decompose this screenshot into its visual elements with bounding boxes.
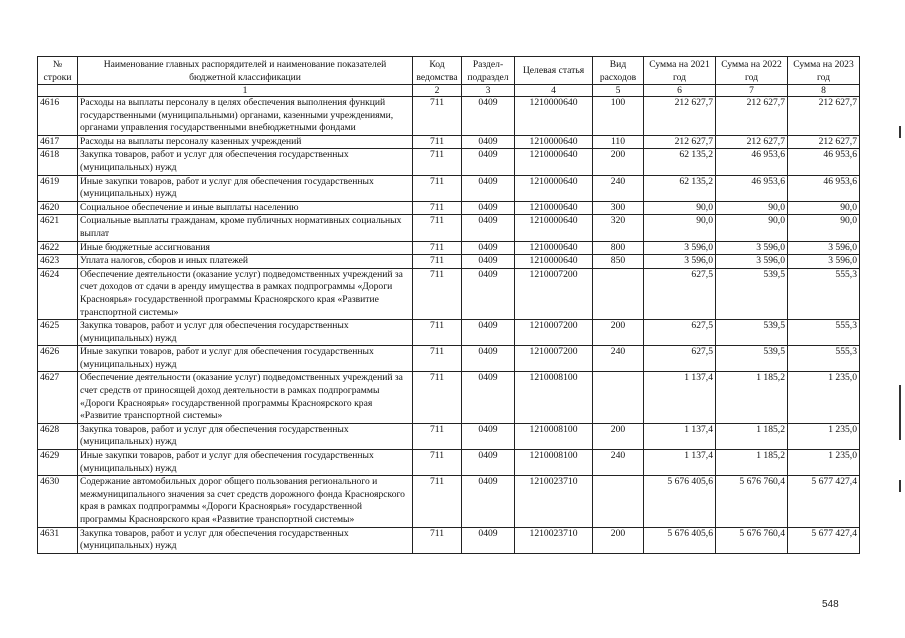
- sum-2023-cell: 5 677 427,4: [788, 476, 860, 527]
- header-section: Раздел-подраздел: [462, 57, 515, 85]
- budget-table: [37, 56, 860, 554]
- department-code-cell: 711: [413, 255, 462, 269]
- sum-2021-cell: 5 676 405,6: [644, 527, 716, 553]
- sum-2023-cell: 1 235,0: [788, 372, 860, 423]
- row-name-cell: Обеспечение деятельности (оказание услуг) подведомственных учреждений за счет средств от приносящей доход деятельности в рамках подпрограммы «Дороги Красноярья» государственной программы Красноярского края «Развитие транспортной системы»: [78, 372, 413, 423]
- sum-2023-cell: 3 596,0: [788, 241, 860, 255]
- header-sum-2023: Сумма на 2023 год: [788, 57, 860, 85]
- target-article-cell: 1210007200: [515, 346, 593, 372]
- section-code-cell: 0409: [462, 149, 515, 175]
- table-row: [38, 241, 860, 255]
- sum-2023-cell: 1 235,0: [788, 423, 860, 449]
- sum-2022-cell: 539,5: [716, 268, 788, 319]
- expense-type-cell: 240: [593, 175, 644, 201]
- sum-2022-cell: 539,5: [716, 346, 788, 372]
- table-row: [38, 346, 860, 372]
- target-article-cell: 1210000640: [515, 241, 593, 255]
- expense-type-cell: 200: [593, 149, 644, 175]
- target-article-cell: 1210007200: [515, 320, 593, 346]
- expense-type-cell: [593, 268, 644, 319]
- row-number-cell: 4631: [38, 527, 78, 553]
- column-number: 8: [788, 85, 860, 97]
- row-name-cell: Иные закупки товаров, работ и услуг для обеспечения государственных (муниципальных) нужд: [78, 175, 413, 201]
- expense-type-cell: 300: [593, 201, 644, 215]
- table-row: [38, 372, 860, 423]
- table-row: [38, 450, 860, 476]
- sum-2023-cell: 46 953,6: [788, 149, 860, 175]
- expense-type-cell: 100: [593, 97, 644, 136]
- header-target-article: Целевая статья: [515, 57, 593, 85]
- row-name-cell: Уплата налогов, сборов и иных платежей: [78, 255, 413, 269]
- row-number-cell: 4619: [38, 175, 78, 201]
- sum-2021-cell: 62 135,2: [644, 175, 716, 201]
- header-department-code: Код ведомства: [413, 57, 462, 85]
- sum-2021-cell: 1 137,4: [644, 450, 716, 476]
- sum-2023-cell: 1 235,0: [788, 450, 860, 476]
- table-row: [38, 149, 860, 175]
- header-sum-2021: Сумма на 2021 год: [644, 57, 716, 85]
- row-name-cell: Иные закупки товаров, работ и услуг для обеспечения государственных (муниципальных) нужд: [78, 346, 413, 372]
- sum-2022-cell: 46 953,6: [716, 175, 788, 201]
- column-number-row: [38, 85, 860, 97]
- sum-2022-cell: 3 596,0: [716, 241, 788, 255]
- table-row: [38, 527, 860, 553]
- section-code-cell: 0409: [462, 346, 515, 372]
- expense-type-cell: 200: [593, 320, 644, 346]
- row-name-cell: Расходы на выплаты персоналу казенных учреждений: [78, 135, 413, 149]
- sum-2022-cell: 3 596,0: [716, 255, 788, 269]
- row-number-cell: 4617: [38, 135, 78, 149]
- department-code-cell: 711: [413, 149, 462, 175]
- table-row: [38, 135, 860, 149]
- department-code-cell: 711: [413, 527, 462, 553]
- target-article-cell: 1210023710: [515, 476, 593, 527]
- column-number: 3: [462, 85, 515, 97]
- sum-2021-cell: 212 627,7: [644, 97, 716, 136]
- section-code-cell: 0409: [462, 320, 515, 346]
- sum-2023-cell: 555,3: [788, 346, 860, 372]
- sum-2022-cell: 212 627,7: [716, 135, 788, 149]
- sum-2023-cell: 46 953,6: [788, 175, 860, 201]
- expense-type-cell: [593, 372, 644, 423]
- sum-2021-cell: 3 596,0: [644, 255, 716, 269]
- row-name-cell: Закупка товаров, работ и услуг для обеспечения государственных (муниципальных) нужд: [78, 423, 413, 449]
- department-code-cell: 711: [413, 175, 462, 201]
- target-article-cell: 1210000640: [515, 175, 593, 201]
- section-code-cell: 0409: [462, 241, 515, 255]
- section-code-cell: 0409: [462, 372, 515, 423]
- department-code-cell: 711: [413, 135, 462, 149]
- row-name-cell: Расходы на выплаты персоналу в целях обеспечения выполнения функций государственными (муниципальными) органами, казенными учреждениями, органами управления государственными внебюджетными фондами: [78, 97, 413, 136]
- table-row: [38, 255, 860, 269]
- sum-2021-cell: 62 135,2: [644, 149, 716, 175]
- row-name-cell: Иные закупки товаров, работ и услуг для обеспечения государственных (муниципальных) нужд: [78, 450, 413, 476]
- column-number: 6: [644, 85, 716, 97]
- row-name-cell: Обеспечение деятельности (оказание услуг) подведомственных учреждений за счет доходов от сдачи в аренду имущества в рамках подпрограммы «Дороги Красноярья» государственной программы Красноярского края «Развитие транспортной системы»: [78, 268, 413, 319]
- sum-2022-cell: 1 185,2: [716, 450, 788, 476]
- expense-type-cell: 200: [593, 527, 644, 553]
- header-name: Наименование главных распорядителей и наименование показателей бюджетной классификации: [78, 57, 413, 85]
- sum-2021-cell: 212 627,7: [644, 135, 716, 149]
- expense-type-cell: 850: [593, 255, 644, 269]
- section-code-cell: 0409: [462, 215, 515, 241]
- table-row: [38, 268, 860, 319]
- table-row: [38, 423, 860, 449]
- expense-type-cell: 320: [593, 215, 644, 241]
- row-number-cell: 4616: [38, 97, 78, 136]
- header-expense-type: Вид расходов: [593, 57, 644, 85]
- section-code-cell: 0409: [462, 135, 515, 149]
- section-code-cell: 0409: [462, 527, 515, 553]
- row-number-cell: 4622: [38, 241, 78, 255]
- row-name-cell: Социальное обеспечение и иные выплаты населению: [78, 201, 413, 215]
- section-code-cell: 0409: [462, 450, 515, 476]
- page-number: 548: [822, 599, 839, 610]
- sum-2022-cell: 539,5: [716, 320, 788, 346]
- sum-2021-cell: 1 137,4: [644, 423, 716, 449]
- expense-type-cell: [593, 476, 644, 527]
- row-number-cell: 4629: [38, 450, 78, 476]
- row-name-cell: Закупка товаров, работ и услуг для обеспечения государственных (муниципальных) нужд: [78, 320, 413, 346]
- expense-type-cell: 110: [593, 135, 644, 149]
- target-article-cell: 1210000640: [515, 255, 593, 269]
- section-code-cell: 0409: [462, 201, 515, 215]
- sum-2021-cell: 5 676 405,6: [644, 476, 716, 527]
- sum-2021-cell: 627,5: [644, 346, 716, 372]
- row-number-cell: 4626: [38, 346, 78, 372]
- section-code-cell: 0409: [462, 97, 515, 136]
- sum-2022-cell: 5 676 760,4: [716, 527, 788, 553]
- section-code-cell: 0409: [462, 476, 515, 527]
- sum-2023-cell: 90,0: [788, 215, 860, 241]
- row-name-cell: Содержание автомобильных дорог общего пользования регионального и межмуниципального значения за счет средств дорожного фонда Красноярского края в рамках подпрограммы «Дороги Красноярья» государственной программы Красноярского края «Развитие транспортной системы»: [78, 476, 413, 527]
- scan-edge-mark: [899, 126, 901, 138]
- sum-2023-cell: 5 677 427,4: [788, 527, 860, 553]
- column-number: 5: [593, 85, 644, 97]
- department-code-cell: 711: [413, 215, 462, 241]
- header-row-number: № строки: [38, 57, 78, 85]
- sum-2022-cell: 1 185,2: [716, 372, 788, 423]
- section-code-cell: 0409: [462, 175, 515, 201]
- section-code-cell: 0409: [462, 255, 515, 269]
- sum-2022-cell: 46 953,6: [716, 149, 788, 175]
- column-number: 7: [716, 85, 788, 97]
- column-number: [38, 85, 78, 97]
- budget-document: [37, 56, 859, 554]
- column-number: 2: [413, 85, 462, 97]
- sum-2022-cell: 5 676 760,4: [716, 476, 788, 527]
- sum-2021-cell: 1 137,4: [644, 372, 716, 423]
- sum-2021-cell: 90,0: [644, 215, 716, 241]
- target-article-cell: 1210000640: [515, 201, 593, 215]
- sum-2021-cell: 90,0: [644, 201, 716, 215]
- sum-2023-cell: 555,3: [788, 268, 860, 319]
- section-code-cell: 0409: [462, 423, 515, 449]
- sum-2022-cell: 1 185,2: [716, 423, 788, 449]
- sum-2021-cell: 627,5: [644, 268, 716, 319]
- sum-2023-cell: 212 627,7: [788, 135, 860, 149]
- sum-2023-cell: 3 596,0: [788, 255, 860, 269]
- sum-2023-cell: 212 627,7: [788, 97, 860, 136]
- target-article-cell: 1210000640: [515, 149, 593, 175]
- row-name-cell: Закупка товаров, работ и услуг для обеспечения государственных (муниципальных) нужд: [78, 527, 413, 553]
- row-number-cell: 4621: [38, 215, 78, 241]
- expense-type-cell: 240: [593, 346, 644, 372]
- header-row: [38, 57, 860, 85]
- row-number-cell: 4627: [38, 372, 78, 423]
- table-row: [38, 320, 860, 346]
- table-row: [38, 175, 860, 201]
- target-article-cell: 1210000640: [515, 135, 593, 149]
- sum-2021-cell: 3 596,0: [644, 241, 716, 255]
- target-article-cell: 1210008100: [515, 450, 593, 476]
- target-article-cell: 1210000640: [515, 97, 593, 136]
- row-name-cell: Социальные выплаты гражданам, кроме публичных нормативных социальных выплат: [78, 215, 413, 241]
- department-code-cell: 711: [413, 241, 462, 255]
- department-code-cell: 711: [413, 97, 462, 136]
- sum-2022-cell: 90,0: [716, 215, 788, 241]
- table-row: [38, 476, 860, 527]
- target-article-cell: 1210008100: [515, 372, 593, 423]
- expense-type-cell: 800: [593, 241, 644, 255]
- sum-2022-cell: 212 627,7: [716, 97, 788, 136]
- department-code-cell: 711: [413, 346, 462, 372]
- table-row: [38, 97, 860, 136]
- department-code-cell: 711: [413, 450, 462, 476]
- target-article-cell: 1210008100: [515, 423, 593, 449]
- column-number: 1: [78, 85, 413, 97]
- target-article-cell: 1210023710: [515, 527, 593, 553]
- row-number-cell: 4630: [38, 476, 78, 527]
- row-number-cell: 4618: [38, 149, 78, 175]
- target-article-cell: 1210000640: [515, 215, 593, 241]
- row-number-cell: 4628: [38, 423, 78, 449]
- department-code-cell: 711: [413, 320, 462, 346]
- department-code-cell: 711: [413, 476, 462, 527]
- expense-type-cell: 200: [593, 423, 644, 449]
- table-row: [38, 201, 860, 215]
- scan-edge-mark: [899, 385, 901, 440]
- sum-2023-cell: 90,0: [788, 201, 860, 215]
- expense-type-cell: 240: [593, 450, 644, 476]
- department-code-cell: 711: [413, 201, 462, 215]
- target-article-cell: 1210007200: [515, 268, 593, 319]
- header-sum-2022: Сумма на 2022 год: [716, 57, 788, 85]
- row-number-cell: 4623: [38, 255, 78, 269]
- row-name-cell: Иные бюджетные ассигнования: [78, 241, 413, 255]
- row-number-cell: 4624: [38, 268, 78, 319]
- department-code-cell: 711: [413, 372, 462, 423]
- row-name-cell: Закупка товаров, работ и услуг для обеспечения государственных (муниципальных) нужд: [78, 149, 413, 175]
- scan-edge-mark: [899, 480, 901, 492]
- department-code-cell: 711: [413, 268, 462, 319]
- column-number: 4: [515, 85, 593, 97]
- row-number-cell: 4625: [38, 320, 78, 346]
- row-number-cell: 4620: [38, 201, 78, 215]
- sum-2021-cell: 627,5: [644, 320, 716, 346]
- sum-2023-cell: 555,3: [788, 320, 860, 346]
- department-code-cell: 711: [413, 423, 462, 449]
- section-code-cell: 0409: [462, 268, 515, 319]
- sum-2022-cell: 90,0: [716, 201, 788, 215]
- table-row: [38, 215, 860, 241]
